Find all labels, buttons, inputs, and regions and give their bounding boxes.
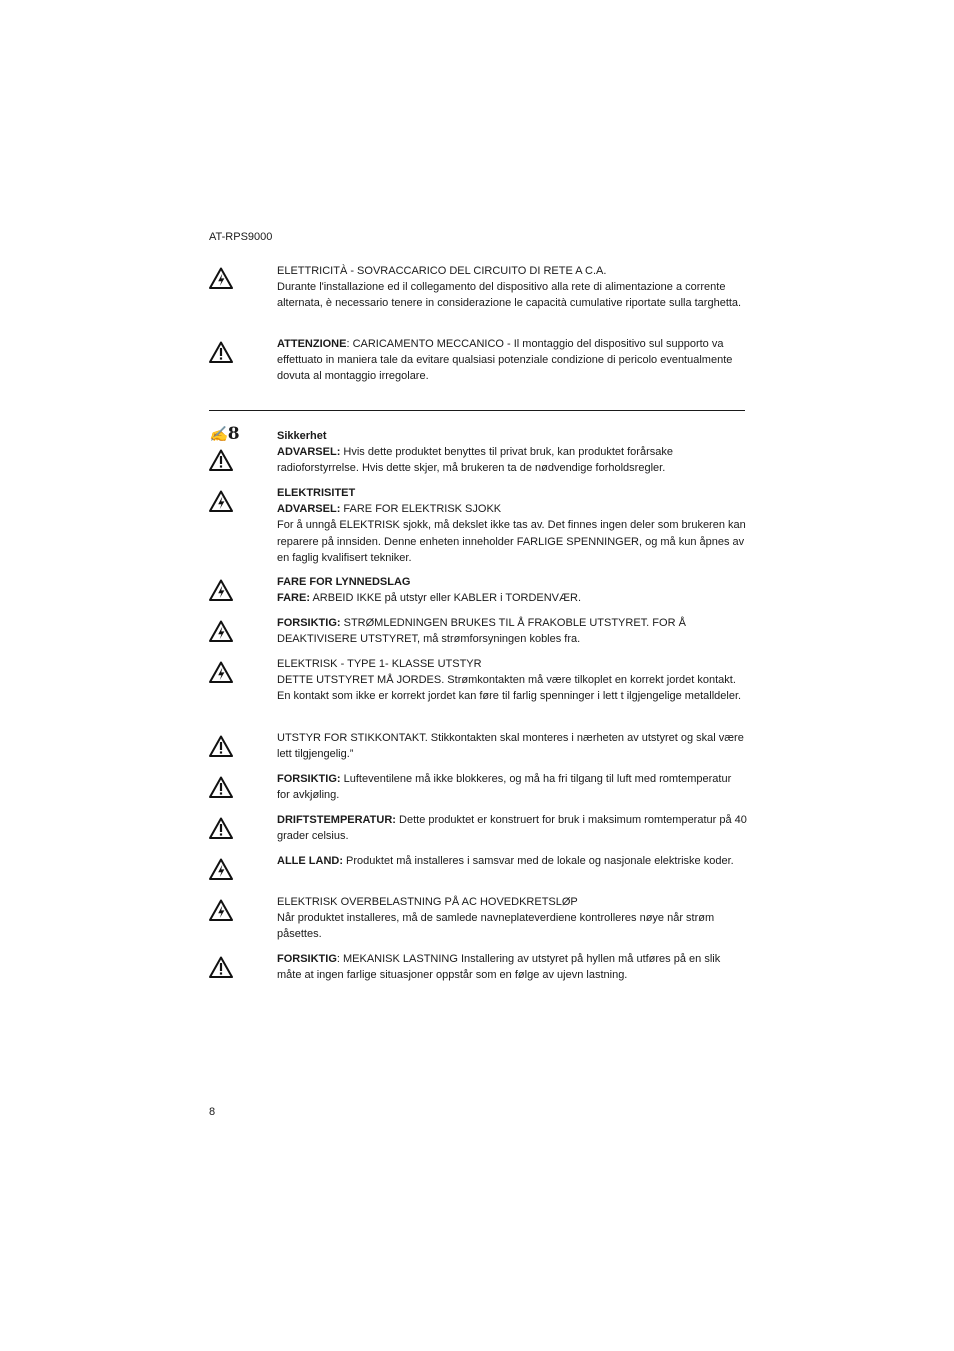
power-cord-notice bbox=[277, 615, 747, 647]
notice-body: Durante l'installazione ed il collegamento del dispositivo alla rete di alimentazione a corrente alternata, è necessario tenere in considerazione le capacità cumulative riportate sulla targhetta. bbox=[277, 281, 742, 310]
lightning-notice bbox=[277, 574, 747, 606]
caution-warning-icon bbox=[209, 956, 233, 978]
electric-warning-icon bbox=[209, 899, 233, 921]
notice-body: Lufteventilene må ikke blokkeres, og må ha fri tilgang til luft med romtemperatur for avkjøling. bbox=[277, 773, 732, 802]
temperature-notice bbox=[277, 812, 747, 844]
notice-title: ELEKTRISITET bbox=[277, 487, 356, 499]
italian-mechanical-notice bbox=[277, 336, 747, 385]
notice-lead: ALLE LAND: bbox=[277, 855, 343, 867]
notice-lead: DRIFTSTEMPERATUR: bbox=[277, 814, 396, 826]
notice-body: : CARICAMENTO MECCANICO - Il montaggio del dispositivo sul supporto va effettuato in maniera tale da evitare qualsiasi potenziale condizione di pericolo eventualmente dovuta al montaggio irregolare. bbox=[277, 338, 733, 383]
notice-body: DETTE UTSTYRET MÅ JORDES. Strømkontakten må være tilkoplet en korrekt jordet kontakt. En kontakt som ikke er korrekt jordet kan føre til farlig spenninger i lett t ilgjengelige metalldeler. bbox=[277, 674, 742, 703]
notice-body: UTSTYR FOR STIKKONTAKT. Stikkontakten skal monteres i nærheten av utstyret og skal være lett tilgjengelig.” bbox=[277, 732, 744, 761]
notice-title: ELEKTRISK - TYPE 1- KLASSE UTSTYR bbox=[277, 658, 482, 670]
caution-warning-icon bbox=[209, 735, 233, 757]
page-number: 8 bbox=[209, 1106, 216, 1118]
mechanical-loading-notice bbox=[277, 951, 747, 983]
electric-warning-icon bbox=[209, 858, 233, 880]
pen-icon: ✍ bbox=[209, 425, 228, 443]
notice-body: STRØMLEDNINGEN BRUKES TIL Å FRAKOBLE UTSTYRET. FOR Å DEAKTIVISERE UTSTYRET, må strømforsyningen kobles fra. bbox=[277, 617, 686, 646]
ventilation-notice bbox=[277, 771, 747, 803]
document-code: AT-RPS9000 bbox=[209, 231, 273, 243]
electric-warning-icon bbox=[209, 267, 233, 289]
notice-lead: FARE: bbox=[277, 592, 310, 605]
notice-body: ARBEID IKKE på utstyr eller KABLER i TORDENVÆR. bbox=[310, 592, 582, 605]
socket-notice bbox=[277, 730, 747, 762]
notice-lead: ADVARSEL: bbox=[277, 446, 341, 459]
all-countries-notice bbox=[277, 853, 747, 869]
notice-lead: ATTENZIONE bbox=[277, 338, 347, 350]
caution-warning-icon bbox=[209, 817, 233, 839]
notice-body: Produktet må installeres i samsvar med de lokale og nasjonale elektriske koder. bbox=[343, 855, 734, 867]
notice-body: For å unngå ELEKTRISK sjokk, må dekslet ikke tas av. Det finnes ingen deler som brukeren kan reparere på innsiden. Denne enheten inneholder FARLIGE SPENNINGER, og må kun åpnes av en faglig kvalifisert tekniker. bbox=[277, 519, 746, 564]
language-number: 8 bbox=[227, 424, 240, 444]
electric-warning-icon bbox=[209, 620, 233, 642]
notice-body: Dette produktet er konstruert for bruk i maksimum romtemperatur på 40 grader celsius. bbox=[277, 814, 747, 843]
notice-lead: FORSIKTIG: bbox=[277, 773, 341, 785]
section-divider bbox=[209, 410, 745, 411]
notice-body: Når produktet installeres, må de samlede navneplateverdiene kontrolleres nøye når strøm påsettes. bbox=[277, 912, 715, 941]
grounding-notice bbox=[277, 656, 747, 705]
norwegian-heading-block bbox=[277, 428, 747, 477]
caution-warning-icon bbox=[209, 341, 233, 363]
section-heading: Sikkerhet bbox=[277, 430, 327, 442]
notice-title: ELEKTRISK OVERBELASTNING PÅ AC HOVEDKRETSLØP bbox=[277, 896, 578, 908]
caution-warning-icon bbox=[209, 449, 233, 471]
caution-warning-icon bbox=[209, 776, 233, 798]
notice-subtitle: FARE FOR ELEKTRISK SJOKK bbox=[340, 503, 502, 516]
electric-warning-icon bbox=[209, 661, 233, 683]
notice-body: Hvis dette produktet benyttes til privat bruk, kan produktet forårsake radioforstyrrelse. Hvis dette skjer, må brukeren ta de nødvendige forholdsregler. bbox=[277, 446, 673, 475]
notice-lead: ADVARSEL: bbox=[277, 503, 341, 516]
electricity-notice bbox=[277, 485, 747, 566]
electric-warning-icon bbox=[209, 579, 233, 601]
notice-body: : MEKANISK LASTNING Installering av utstyret på hyllen må utføres på en slik måte at ingen farlige situasjoner oppstår som en følge av ujevn lastning. bbox=[277, 953, 721, 982]
italian-electricity-notice bbox=[277, 263, 747, 312]
notice-title: ELETTRICITÀ - SOVRACCARICO DEL CIRCUITO DI RETE A C.A. bbox=[277, 265, 607, 277]
language-marker bbox=[209, 425, 240, 443]
notice-lead: FORSIKTIG bbox=[277, 953, 337, 965]
notice-title: FARE FOR LYNNEDSLAG bbox=[277, 576, 411, 588]
overload-notice bbox=[277, 894, 747, 943]
electric-warning-icon bbox=[209, 490, 233, 512]
notice-lead: FORSIKTIG: bbox=[277, 617, 341, 629]
